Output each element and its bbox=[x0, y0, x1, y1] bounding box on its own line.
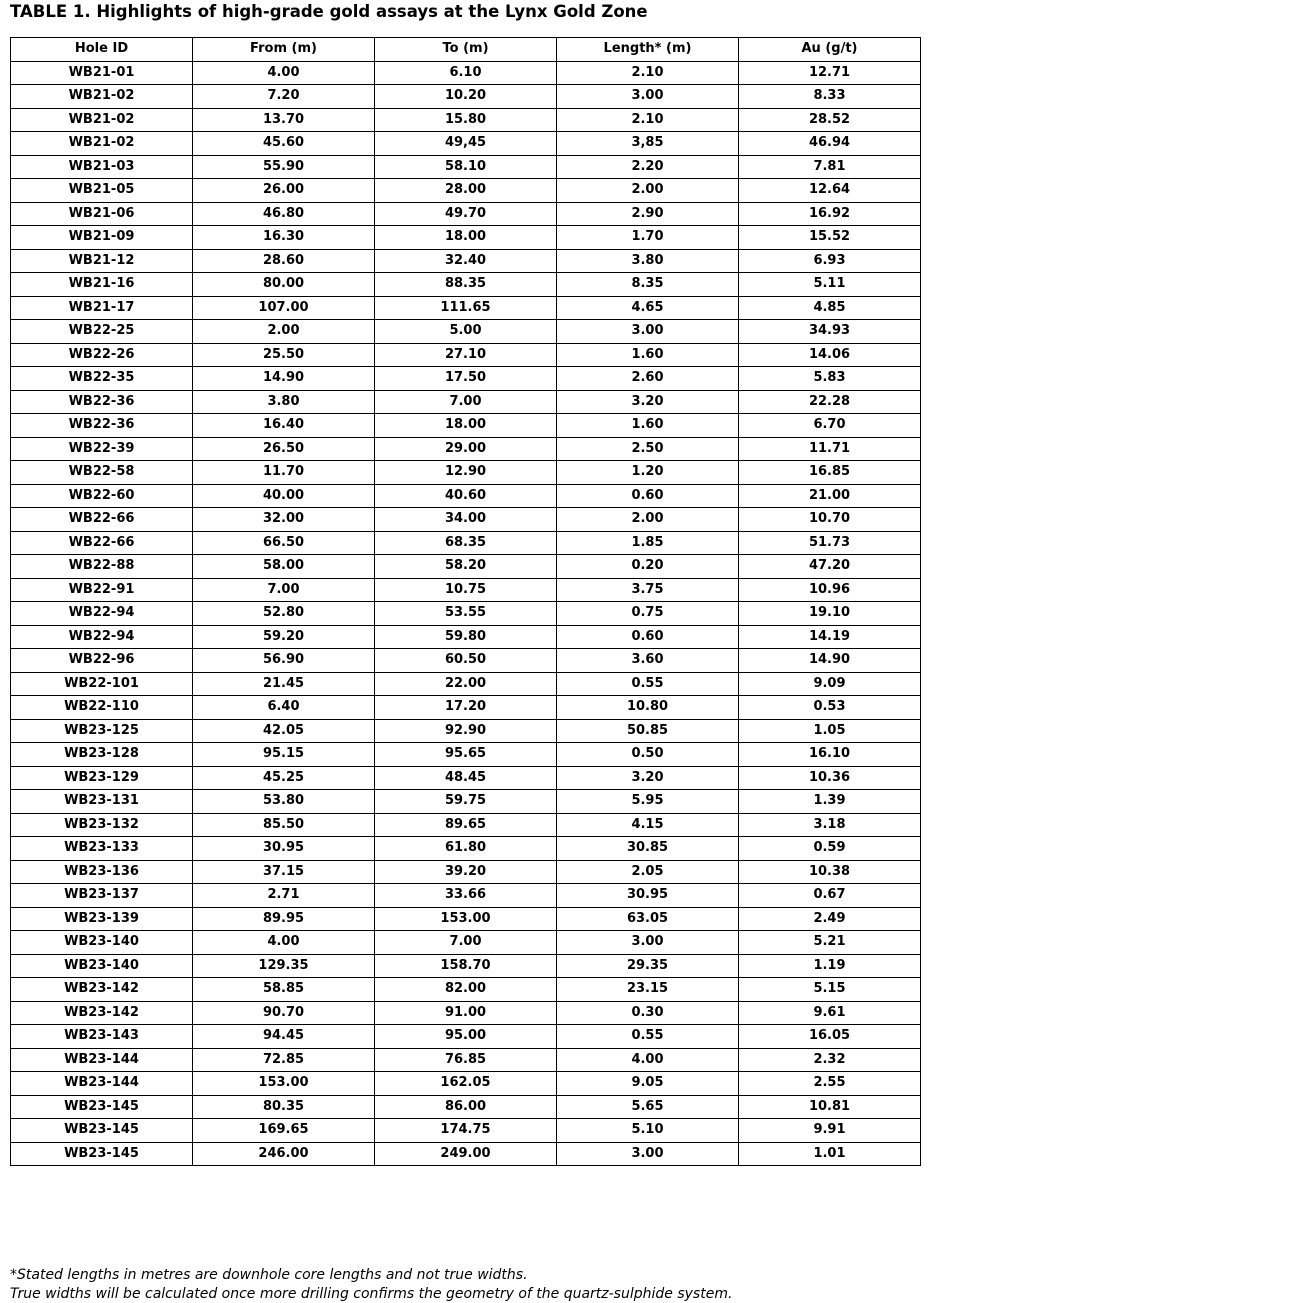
cell-length: 50.85 bbox=[557, 719, 739, 743]
cell-to: 58.20 bbox=[375, 555, 557, 579]
cell-from: 45.25 bbox=[193, 766, 375, 790]
cell-to: 174.75 bbox=[375, 1119, 557, 1143]
cell-au: 5.15 bbox=[739, 978, 921, 1002]
cell-hole-id: WB22-101 bbox=[11, 672, 193, 696]
cell-to: 7.00 bbox=[375, 931, 557, 955]
cell-au: 5.83 bbox=[739, 367, 921, 391]
cell-from: 7.20 bbox=[193, 85, 375, 109]
cell-from: 94.45 bbox=[193, 1025, 375, 1049]
cell-from: 58.85 bbox=[193, 978, 375, 1002]
cell-length: 0.60 bbox=[557, 484, 739, 508]
cell-hole-id: WB22-66 bbox=[11, 508, 193, 532]
header-hole-id: Hole ID bbox=[11, 38, 193, 62]
cell-au: 47.20 bbox=[739, 555, 921, 579]
cell-from: 28.60 bbox=[193, 249, 375, 273]
cell-from: 58.00 bbox=[193, 555, 375, 579]
cell-length: 4.15 bbox=[557, 813, 739, 837]
cell-length: 23.15 bbox=[557, 978, 739, 1002]
cell-from: 26.00 bbox=[193, 179, 375, 203]
cell-from: 59.20 bbox=[193, 625, 375, 649]
table-row bbox=[11, 790, 921, 814]
cell-hole-id: WB23-144 bbox=[11, 1048, 193, 1072]
cell-from: 55.90 bbox=[193, 155, 375, 179]
cell-to: 17.50 bbox=[375, 367, 557, 391]
cell-hole-id: WB23-131 bbox=[11, 790, 193, 814]
cell-to: 7.00 bbox=[375, 390, 557, 414]
cell-au: 10.36 bbox=[739, 766, 921, 790]
cell-length: 0.20 bbox=[557, 555, 739, 579]
cell-hole-id: WB21-09 bbox=[11, 226, 193, 250]
table-row bbox=[11, 296, 921, 320]
table-row bbox=[11, 1142, 921, 1166]
cell-hole-id: WB22-96 bbox=[11, 649, 193, 673]
cell-from: 26.50 bbox=[193, 437, 375, 461]
cell-from: 53.80 bbox=[193, 790, 375, 814]
cell-hole-id: WB23-144 bbox=[11, 1072, 193, 1096]
table-row bbox=[11, 249, 921, 273]
cell-au: 9.61 bbox=[739, 1001, 921, 1025]
cell-hole-id: WB21-02 bbox=[11, 85, 193, 109]
cell-au: 16.85 bbox=[739, 461, 921, 485]
cell-to: 95.65 bbox=[375, 743, 557, 767]
cell-hole-id: WB23-140 bbox=[11, 954, 193, 978]
cell-hole-id: WB22-26 bbox=[11, 343, 193, 367]
cell-length: 5.10 bbox=[557, 1119, 739, 1143]
cell-from: 2.71 bbox=[193, 884, 375, 908]
cell-length: 3.00 bbox=[557, 85, 739, 109]
cell-from: 246.00 bbox=[193, 1142, 375, 1166]
table-row bbox=[11, 61, 921, 85]
cell-length: 3.20 bbox=[557, 390, 739, 414]
cell-to: 82.00 bbox=[375, 978, 557, 1002]
table-row bbox=[11, 343, 921, 367]
cell-length: 2.10 bbox=[557, 108, 739, 132]
cell-length: 3.00 bbox=[557, 931, 739, 955]
cell-au: 6.93 bbox=[739, 249, 921, 273]
cell-au: 5.11 bbox=[739, 273, 921, 297]
cell-from: 30.95 bbox=[193, 837, 375, 861]
cell-length: 9.05 bbox=[557, 1072, 739, 1096]
cell-hole-id: WB23-142 bbox=[11, 978, 193, 1002]
cell-length: 5.65 bbox=[557, 1095, 739, 1119]
cell-from: 16.30 bbox=[193, 226, 375, 250]
cell-hole-id: WB21-05 bbox=[11, 179, 193, 203]
cell-length: 2.90 bbox=[557, 202, 739, 226]
table-row bbox=[11, 390, 921, 414]
cell-length: 3.60 bbox=[557, 649, 739, 673]
cell-from: 4.00 bbox=[193, 61, 375, 85]
cell-from: 56.90 bbox=[193, 649, 375, 673]
footnote-true-widths: True widths will be calculated once more drilling confirms the geometry of the quartz-sulphide system. bbox=[10, 1286, 733, 1302]
cell-to: 153.00 bbox=[375, 907, 557, 931]
cell-to: 27.10 bbox=[375, 343, 557, 367]
header-from: From (m) bbox=[193, 38, 375, 62]
cell-to: 39.20 bbox=[375, 860, 557, 884]
cell-to: 32.40 bbox=[375, 249, 557, 273]
cell-from: 46.80 bbox=[193, 202, 375, 226]
cell-au: 1.01 bbox=[739, 1142, 921, 1166]
header-to: To (m) bbox=[375, 38, 557, 62]
cell-hole-id: WB22-66 bbox=[11, 531, 193, 555]
cell-to: 95.00 bbox=[375, 1025, 557, 1049]
cell-to: 40.60 bbox=[375, 484, 557, 508]
table-row bbox=[11, 108, 921, 132]
cell-hole-id: WB22-94 bbox=[11, 602, 193, 626]
table-row bbox=[11, 367, 921, 391]
cell-au: 8.33 bbox=[739, 85, 921, 109]
cell-length: 63.05 bbox=[557, 907, 739, 931]
cell-to: 49.70 bbox=[375, 202, 557, 226]
cell-from: 85.50 bbox=[193, 813, 375, 837]
cell-hole-id: WB23-129 bbox=[11, 766, 193, 790]
cell-au: 2.32 bbox=[739, 1048, 921, 1072]
cell-from: 66.50 bbox=[193, 531, 375, 555]
cell-hole-id: WB21-02 bbox=[11, 132, 193, 156]
cell-hole-id: WB21-01 bbox=[11, 61, 193, 85]
cell-au: 16.10 bbox=[739, 743, 921, 767]
cell-from: 72.85 bbox=[193, 1048, 375, 1072]
cell-length: 1.60 bbox=[557, 414, 739, 438]
cell-to: 111.65 bbox=[375, 296, 557, 320]
cell-from: 89.95 bbox=[193, 907, 375, 931]
cell-au: 7.81 bbox=[739, 155, 921, 179]
cell-from: 4.00 bbox=[193, 931, 375, 955]
cell-from: 16.40 bbox=[193, 414, 375, 438]
cell-au: 10.70 bbox=[739, 508, 921, 532]
cell-hole-id: WB21-17 bbox=[11, 296, 193, 320]
table-row bbox=[11, 766, 921, 790]
cell-length: 2.50 bbox=[557, 437, 739, 461]
cell-from: 129.35 bbox=[193, 954, 375, 978]
table-row bbox=[11, 649, 921, 673]
cell-from: 169.65 bbox=[193, 1119, 375, 1143]
cell-to: 12.90 bbox=[375, 461, 557, 485]
table-row bbox=[11, 954, 921, 978]
cell-length: 2.60 bbox=[557, 367, 739, 391]
cell-to: 249.00 bbox=[375, 1142, 557, 1166]
cell-au: 10.81 bbox=[739, 1095, 921, 1119]
cell-length: 3.00 bbox=[557, 1142, 739, 1166]
cell-from: 3.80 bbox=[193, 390, 375, 414]
cell-au: 0.67 bbox=[739, 884, 921, 908]
assay-table bbox=[10, 37, 921, 1166]
cell-hole-id: WB23-139 bbox=[11, 907, 193, 931]
cell-hole-id: WB23-132 bbox=[11, 813, 193, 837]
cell-from: 14.90 bbox=[193, 367, 375, 391]
cell-to: 15.80 bbox=[375, 108, 557, 132]
cell-au: 10.96 bbox=[739, 578, 921, 602]
table-row bbox=[11, 907, 921, 931]
table-row bbox=[11, 155, 921, 179]
table-row bbox=[11, 1001, 921, 1025]
table-row bbox=[11, 202, 921, 226]
cell-to: 53.55 bbox=[375, 602, 557, 626]
cell-from: 80.00 bbox=[193, 273, 375, 297]
cell-hole-id: WB23-145 bbox=[11, 1095, 193, 1119]
cell-to: 10.75 bbox=[375, 578, 557, 602]
cell-au: 6.70 bbox=[739, 414, 921, 438]
cell-length: 3.75 bbox=[557, 578, 739, 602]
cell-from: 95.15 bbox=[193, 743, 375, 767]
cell-length: 1.20 bbox=[557, 461, 739, 485]
table-row bbox=[11, 226, 921, 250]
cell-au: 12.64 bbox=[739, 179, 921, 203]
cell-length: 4.00 bbox=[557, 1048, 739, 1072]
cell-hole-id: WB22-60 bbox=[11, 484, 193, 508]
cell-length: 2.00 bbox=[557, 508, 739, 532]
table-row bbox=[11, 884, 921, 908]
cell-length: 10.80 bbox=[557, 696, 739, 720]
cell-from: 21.45 bbox=[193, 672, 375, 696]
cell-au: 46.94 bbox=[739, 132, 921, 156]
cell-to: 89.65 bbox=[375, 813, 557, 837]
cell-au: 16.05 bbox=[739, 1025, 921, 1049]
table-row bbox=[11, 484, 921, 508]
table-row bbox=[11, 672, 921, 696]
cell-to: 68.35 bbox=[375, 531, 557, 555]
table-row bbox=[11, 85, 921, 109]
table-row bbox=[11, 1025, 921, 1049]
cell-hole-id: WB21-02 bbox=[11, 108, 193, 132]
cell-to: 61.80 bbox=[375, 837, 557, 861]
cell-length: 1.60 bbox=[557, 343, 739, 367]
cell-length: 29.35 bbox=[557, 954, 739, 978]
cell-hole-id: WB23-133 bbox=[11, 837, 193, 861]
cell-to: 59.75 bbox=[375, 790, 557, 814]
cell-from: 6.40 bbox=[193, 696, 375, 720]
cell-length: 0.75 bbox=[557, 602, 739, 626]
cell-length: 4.65 bbox=[557, 296, 739, 320]
cell-length: 1.70 bbox=[557, 226, 739, 250]
cell-au: 0.53 bbox=[739, 696, 921, 720]
table-row bbox=[11, 320, 921, 344]
cell-to: 49,45 bbox=[375, 132, 557, 156]
cell-au: 3.18 bbox=[739, 813, 921, 837]
table-row bbox=[11, 602, 921, 626]
cell-from: 13.70 bbox=[193, 108, 375, 132]
footnote-lengths: *Stated lengths in metres are downhole core lengths and not true widths. bbox=[10, 1267, 528, 1283]
cell-to: 58.10 bbox=[375, 155, 557, 179]
cell-hole-id: WB23-140 bbox=[11, 931, 193, 955]
cell-length: 5.95 bbox=[557, 790, 739, 814]
table-row bbox=[11, 1119, 921, 1143]
cell-au: 11.71 bbox=[739, 437, 921, 461]
cell-from: 40.00 bbox=[193, 484, 375, 508]
table-row bbox=[11, 508, 921, 532]
cell-au: 9.91 bbox=[739, 1119, 921, 1143]
cell-au: 2.49 bbox=[739, 907, 921, 931]
cell-length: 2.00 bbox=[557, 179, 739, 203]
cell-au: 10.38 bbox=[739, 860, 921, 884]
cell-to: 60.50 bbox=[375, 649, 557, 673]
cell-hole-id: WB21-16 bbox=[11, 273, 193, 297]
cell-hole-id: WB22-25 bbox=[11, 320, 193, 344]
cell-length: 2.05 bbox=[557, 860, 739, 884]
cell-length: 3.80 bbox=[557, 249, 739, 273]
table-row bbox=[11, 696, 921, 720]
cell-from: 37.15 bbox=[193, 860, 375, 884]
cell-from: 80.35 bbox=[193, 1095, 375, 1119]
cell-hole-id: WB22-91 bbox=[11, 578, 193, 602]
cell-to: 10.20 bbox=[375, 85, 557, 109]
cell-au: 15.52 bbox=[739, 226, 921, 250]
table-row bbox=[11, 531, 921, 555]
cell-to: 59.80 bbox=[375, 625, 557, 649]
cell-to: 17.20 bbox=[375, 696, 557, 720]
cell-au: 4.85 bbox=[739, 296, 921, 320]
cell-au: 12.71 bbox=[739, 61, 921, 85]
cell-au: 9.09 bbox=[739, 672, 921, 696]
table-row bbox=[11, 132, 921, 156]
cell-to: 5.00 bbox=[375, 320, 557, 344]
table-row bbox=[11, 179, 921, 203]
cell-au: 1.19 bbox=[739, 954, 921, 978]
cell-au: 14.06 bbox=[739, 343, 921, 367]
cell-hole-id: WB23-125 bbox=[11, 719, 193, 743]
cell-to: 18.00 bbox=[375, 226, 557, 250]
table-row bbox=[11, 555, 921, 579]
cell-length: 8.35 bbox=[557, 273, 739, 297]
cell-hole-id: WB22-94 bbox=[11, 625, 193, 649]
cell-au: 14.19 bbox=[739, 625, 921, 649]
table-row bbox=[11, 461, 921, 485]
cell-to: 22.00 bbox=[375, 672, 557, 696]
table-row bbox=[11, 978, 921, 1002]
cell-to: 6.10 bbox=[375, 61, 557, 85]
cell-hole-id: WB23-136 bbox=[11, 860, 193, 884]
header-length: Length* (m) bbox=[557, 38, 739, 62]
cell-hole-id: WB23-142 bbox=[11, 1001, 193, 1025]
cell-au: 16.92 bbox=[739, 202, 921, 226]
cell-to: 34.00 bbox=[375, 508, 557, 532]
cell-au: 5.21 bbox=[739, 931, 921, 955]
table-row bbox=[11, 743, 921, 767]
cell-au: 28.52 bbox=[739, 108, 921, 132]
table-row bbox=[11, 437, 921, 461]
cell-hole-id: WB21-12 bbox=[11, 249, 193, 273]
cell-from: 7.00 bbox=[193, 578, 375, 602]
cell-from: 45.60 bbox=[193, 132, 375, 156]
cell-length: 0.55 bbox=[557, 672, 739, 696]
cell-au: 22.28 bbox=[739, 390, 921, 414]
table-row bbox=[11, 837, 921, 861]
cell-hole-id: WB22-35 bbox=[11, 367, 193, 391]
cell-length: 0.55 bbox=[557, 1025, 739, 1049]
cell-from: 2.00 bbox=[193, 320, 375, 344]
cell-hole-id: WB21-03 bbox=[11, 155, 193, 179]
cell-length: 2.10 bbox=[557, 61, 739, 85]
cell-from: 90.70 bbox=[193, 1001, 375, 1025]
cell-length: 3.20 bbox=[557, 766, 739, 790]
cell-length: 0.30 bbox=[557, 1001, 739, 1025]
cell-hole-id: WB23-143 bbox=[11, 1025, 193, 1049]
cell-au: 0.59 bbox=[739, 837, 921, 861]
cell-to: 92.90 bbox=[375, 719, 557, 743]
cell-from: 42.05 bbox=[193, 719, 375, 743]
header-au: Au (g/t) bbox=[739, 38, 921, 62]
table-title: TABLE 1. Highlights of high-grade gold assays at the Lynx Gold Zone bbox=[10, 2, 648, 21]
table-row bbox=[11, 578, 921, 602]
cell-from: 25.50 bbox=[193, 343, 375, 367]
table-row bbox=[11, 860, 921, 884]
cell-hole-id: WB22-36 bbox=[11, 390, 193, 414]
table-row bbox=[11, 1072, 921, 1096]
cell-length: 0.60 bbox=[557, 625, 739, 649]
cell-from: 11.70 bbox=[193, 461, 375, 485]
cell-hole-id: WB22-58 bbox=[11, 461, 193, 485]
cell-hole-id: WB23-128 bbox=[11, 743, 193, 767]
cell-length: 30.85 bbox=[557, 837, 739, 861]
cell-length: 30.95 bbox=[557, 884, 739, 908]
cell-from: 153.00 bbox=[193, 1072, 375, 1096]
cell-from: 52.80 bbox=[193, 602, 375, 626]
cell-au: 1.05 bbox=[739, 719, 921, 743]
table-row bbox=[11, 813, 921, 837]
cell-hole-id: WB22-36 bbox=[11, 414, 193, 438]
cell-length: 2.20 bbox=[557, 155, 739, 179]
cell-to: 48.45 bbox=[375, 766, 557, 790]
cell-from: 107.00 bbox=[193, 296, 375, 320]
cell-to: 76.85 bbox=[375, 1048, 557, 1072]
cell-hole-id: WB21-06 bbox=[11, 202, 193, 226]
cell-hole-id: WB22-88 bbox=[11, 555, 193, 579]
cell-to: 158.70 bbox=[375, 954, 557, 978]
cell-au: 51.73 bbox=[739, 531, 921, 555]
table-row bbox=[11, 931, 921, 955]
cell-length: 0.50 bbox=[557, 743, 739, 767]
cell-to: 18.00 bbox=[375, 414, 557, 438]
cell-hole-id: WB22-110 bbox=[11, 696, 193, 720]
cell-hole-id: WB23-145 bbox=[11, 1119, 193, 1143]
table-row bbox=[11, 1048, 921, 1072]
cell-hole-id: WB22-39 bbox=[11, 437, 193, 461]
cell-hole-id: WB23-145 bbox=[11, 1142, 193, 1166]
cell-au: 34.93 bbox=[739, 320, 921, 344]
cell-to: 28.00 bbox=[375, 179, 557, 203]
cell-to: 88.35 bbox=[375, 273, 557, 297]
table-header-row bbox=[11, 38, 921, 62]
cell-au: 21.00 bbox=[739, 484, 921, 508]
cell-length: 1.85 bbox=[557, 531, 739, 555]
table-row bbox=[11, 414, 921, 438]
cell-hole-id: WB23-137 bbox=[11, 884, 193, 908]
cell-au: 19.10 bbox=[739, 602, 921, 626]
table-row bbox=[11, 719, 921, 743]
table-row bbox=[11, 273, 921, 297]
table-row bbox=[11, 1095, 921, 1119]
cell-au: 14.90 bbox=[739, 649, 921, 673]
cell-to: 86.00 bbox=[375, 1095, 557, 1119]
cell-au: 1.39 bbox=[739, 790, 921, 814]
cell-length: 3.00 bbox=[557, 320, 739, 344]
cell-length: 3,85 bbox=[557, 132, 739, 156]
cell-from: 32.00 bbox=[193, 508, 375, 532]
cell-to: 29.00 bbox=[375, 437, 557, 461]
cell-au: 2.55 bbox=[739, 1072, 921, 1096]
cell-to: 91.00 bbox=[375, 1001, 557, 1025]
cell-to: 33.66 bbox=[375, 884, 557, 908]
cell-to: 162.05 bbox=[375, 1072, 557, 1096]
table-row bbox=[11, 625, 921, 649]
